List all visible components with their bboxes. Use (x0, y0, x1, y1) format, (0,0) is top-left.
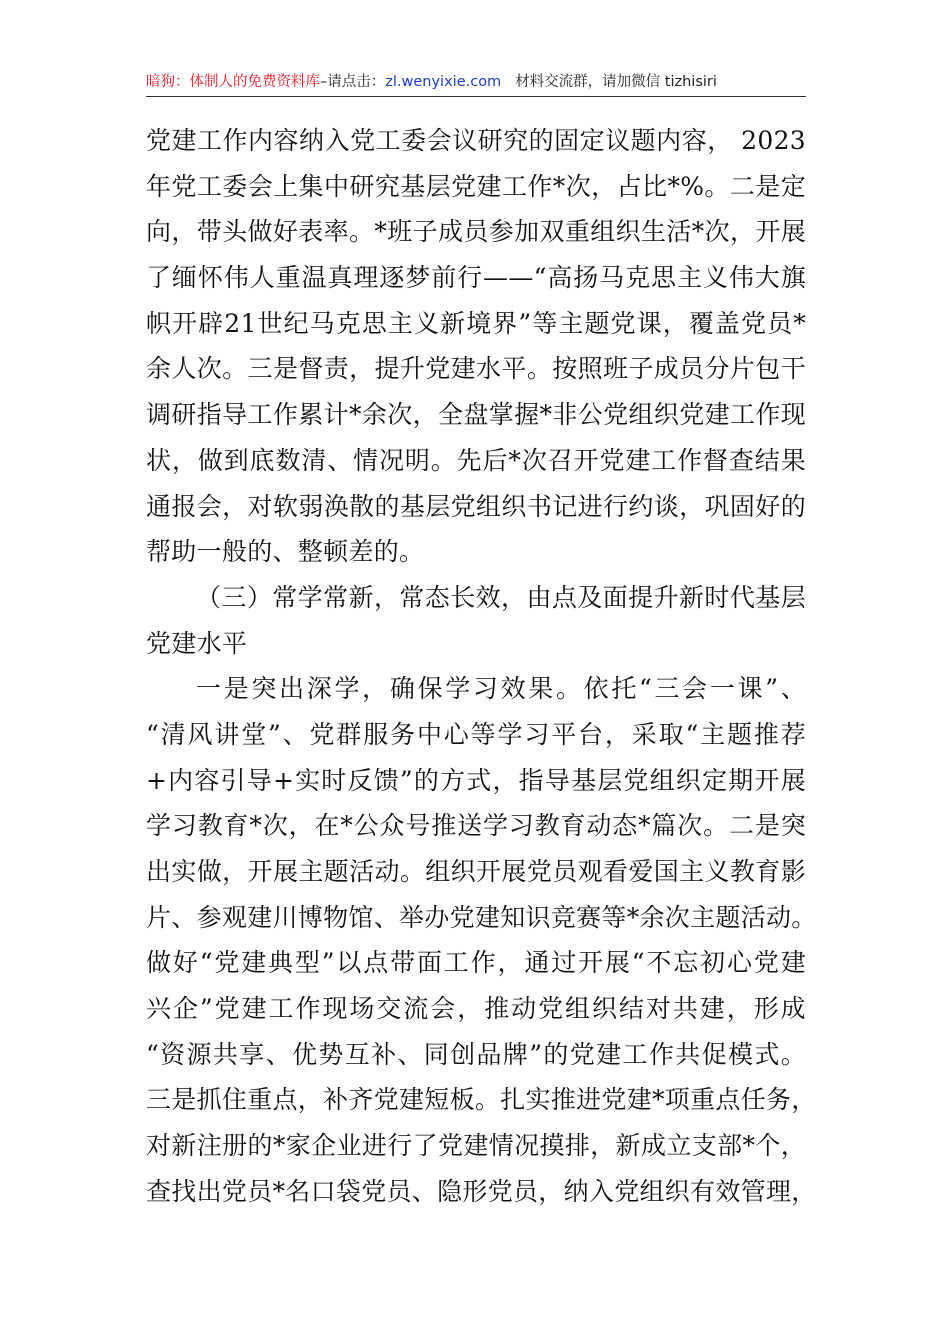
body-text-line: 帜开辟21世纪马克思主义新境界”等主题党课，覆盖党员* (146, 308, 806, 338)
header-wechat-note: 材料交流群，请加微信 tizhisiri (515, 74, 717, 90)
body-text-line: 状，做到底数清、情况明。先后*次召开党建工作督查结果 (146, 445, 806, 475)
body-text-line: 了缅怀伟人重温真理逐梦前行——“高扬马克思主义伟大旗 (146, 263, 806, 293)
header-url-link[interactable]: zl.wenyixie.com (385, 74, 502, 90)
body-text-line: +内容引导+实时反馈”的方式，指导基层党组织定期开展 (146, 765, 806, 795)
header-click-label: –请点击： (320, 74, 386, 90)
header-site-label: 暗狗：体制人的免费资料库 (146, 74, 320, 90)
body-text-line: 片、参观建川博物馆、举办党建知识竞赛等*余次主题活动。 (146, 902, 817, 932)
body-text-line: 通报会，对软弱涣散的基层党组织书记进行约谈，巩固好的 (146, 491, 806, 521)
body-text-line: 余人次。三是督责，提升党建水平。按照班子成员分片包干 (146, 354, 806, 384)
page-header (146, 70, 806, 94)
body-text-line: 调研指导工作累计*余次，全盘掌握*非公党组织党建工作现 (146, 400, 806, 430)
body-text-line: （三）常学常新，常态长效，由点及面提升新时代基层 (196, 582, 806, 612)
body-text-line: 向，带头做好表率。*班子成员参加双重组织生活*次，开展 (146, 217, 806, 247)
body-text-line: 帮助一般的、整顿差的。 (146, 537, 425, 567)
body-text-line: 做好“党建典型”以点带面工作，通过开展“不忘初心党建 (146, 948, 806, 978)
body-text-line: 出实做，开展主题活动。组织开展党员观看爱国主义教育影 (146, 857, 806, 886)
body-text-line: 党建水平 (146, 628, 248, 658)
body-text-line: “资源共享、优势互补、同创品牌”的党建工作共促模式。 (146, 1039, 806, 1069)
body-text-line: 学习教育*次，在*公众号推送学习教育动态*篇次。二是突 (146, 811, 806, 841)
body-text-line: 三是抓住重点，补齐党建短板。扎实推进党建*项重点任务， (146, 1085, 817, 1115)
body-text-line: 对新注册的*家企业进行了党建情况摸排，新成立支部*个， (146, 1131, 806, 1161)
body-text-line: 一是突出深学，确保学习效果。依托“三会一课”、 (196, 674, 806, 704)
body-text-line: 年党工委会上集中研究基层党建工作*次，占比*%。二是定 (146, 171, 806, 201)
body-text-line: “清风讲堂”、党群服务中心等学习平台，采取“主题推荐 (146, 719, 806, 749)
document-body (146, 118, 817, 1215)
body-text-line: 党建工作内容纳入党工委会议研究的固定议题内容， 2023 (146, 126, 806, 155)
body-text-line: 查找出党员*名口袋党员、隐形党员，纳入党组织有效管理， (146, 1176, 817, 1206)
body-text-line: 兴企”党建工作现场交流会，推动党组织结对共建，形成 (146, 994, 806, 1024)
header-divider (146, 96, 806, 97)
